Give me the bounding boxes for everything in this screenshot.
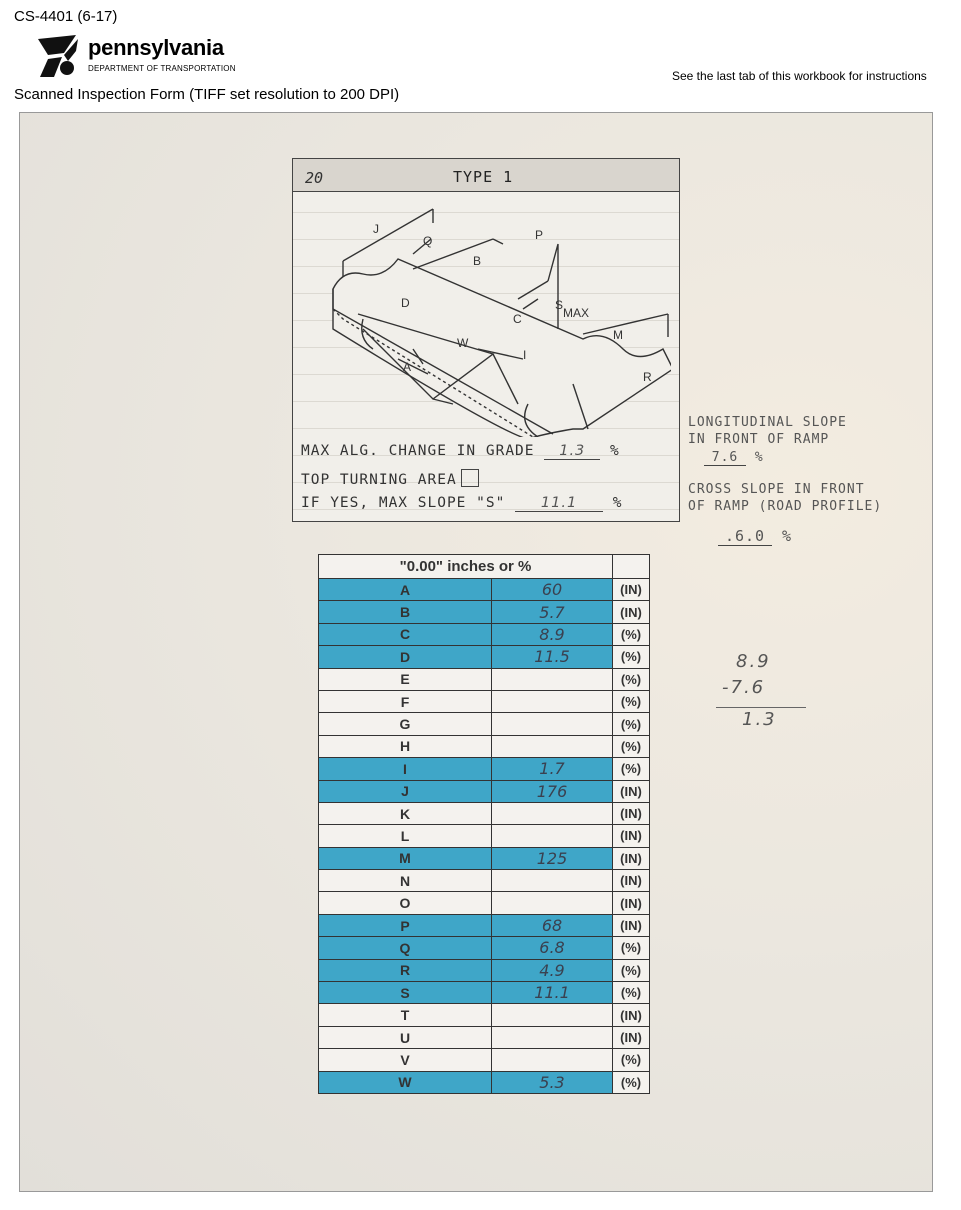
row-value: 11.5 <box>492 646 613 668</box>
form-card-type: TYPE 1 <box>453 168 514 186</box>
row-value: 8.9 <box>492 623 613 645</box>
cross-slope-value: .6.0 <box>718 527 772 546</box>
cross-slope-note-line2: OF RAMP (ROAD PROFILE) <box>688 499 883 514</box>
row-label: H <box>319 735 492 757</box>
row-value <box>492 825 613 847</box>
row-value <box>492 892 613 914</box>
row-label: E <box>319 668 492 690</box>
row-value: 176 <box>492 780 613 802</box>
row-unit: (IN) <box>613 825 650 847</box>
row-unit: (IN) <box>613 914 650 936</box>
row-label: V <box>319 1049 492 1071</box>
table-row <box>319 1004 650 1026</box>
calc-divider <box>716 707 806 708</box>
row-value <box>492 713 613 735</box>
logo-department: DEPARTMENT OF TRANSPORTATION <box>88 64 236 73</box>
diagram-label-r: R <box>643 370 652 384</box>
row-unit: (IN) <box>613 847 650 869</box>
row-value: 125 <box>492 847 613 869</box>
max-grade-value: 1.3 <box>544 443 600 460</box>
row-label: I <box>319 758 492 780</box>
row-value <box>492 1026 613 1048</box>
row-unit: (%) <box>613 758 650 780</box>
row-label: T <box>319 1004 492 1026</box>
diagram-label-max: MAX <box>563 306 590 320</box>
row-unit: (%) <box>613 959 650 981</box>
max-slope-line <box>301 495 623 512</box>
table-header: "0.00" inches or % <box>319 555 613 579</box>
row-label: J <box>319 780 492 802</box>
table-row <box>319 713 650 735</box>
row-unit: (%) <box>613 623 650 645</box>
instructions-note: See the last tab of this workbook for instructions <box>672 69 927 83</box>
diagram-label-m: M <box>613 328 623 342</box>
row-unit: (%) <box>613 982 650 1004</box>
row-label: R <box>319 959 492 981</box>
diagram-label-p: P <box>535 228 544 242</box>
calc-top-value: 8.9 <box>736 651 771 672</box>
turning-area-label: TOP TURNING AREA <box>301 472 457 488</box>
max-grade-line <box>301 443 620 460</box>
row-value <box>492 1004 613 1026</box>
row-label: U <box>319 1026 492 1048</box>
row-label: W <box>319 1071 492 1093</box>
diagram-label-d: D <box>401 296 410 310</box>
table-row <box>319 1026 650 1048</box>
logo-name: pennsylvania <box>88 35 224 60</box>
diagram-label-b: B <box>473 254 482 268</box>
row-label: N <box>319 870 492 892</box>
form-number: CS-4401 (6-17) <box>14 8 118 25</box>
table-header-unit <box>613 555 650 579</box>
row-unit: (%) <box>613 735 650 757</box>
row-value <box>492 802 613 824</box>
row-unit: (%) <box>613 1049 650 1071</box>
row-unit: (IN) <box>613 1004 650 1026</box>
table-row <box>319 982 650 1004</box>
row-value: 5.7 <box>492 601 613 623</box>
row-value: 6.8 <box>492 937 613 959</box>
table-row <box>319 735 650 757</box>
row-label: L <box>319 825 492 847</box>
row-unit: (%) <box>613 646 650 668</box>
table-row <box>319 690 650 712</box>
row-value <box>492 870 613 892</box>
row-label: G <box>319 713 492 735</box>
row-label: F <box>319 690 492 712</box>
row-unit: (IN) <box>613 870 650 892</box>
max-slope-label: IF YES, MAX SLOPE "S" <box>301 495 506 511</box>
row-unit: (%) <box>613 713 650 735</box>
row-unit: (IN) <box>613 780 650 802</box>
cross-slope-unit: % <box>782 527 793 545</box>
table-row <box>319 825 650 847</box>
row-label: S <box>319 982 492 1004</box>
diagram-label-i: I <box>523 348 527 362</box>
row-value <box>492 690 613 712</box>
row-label: Q <box>319 937 492 959</box>
table-row <box>319 959 650 981</box>
longitudinal-note-line2: IN FRONT OF RAMP <box>688 432 830 447</box>
type-form-card <box>292 158 680 522</box>
table-row <box>319 1049 650 1071</box>
diagram-label-c: C <box>513 312 522 326</box>
row-value: 60 <box>492 579 613 601</box>
row-label: M <box>319 847 492 869</box>
max-grade-label: MAX ALG. CHANGE IN GRADE <box>301 443 535 459</box>
row-value <box>492 1049 613 1071</box>
penndot-logo <box>34 33 254 81</box>
table-row <box>319 668 650 690</box>
row-value: 68 <box>492 914 613 936</box>
table-row <box>319 780 650 802</box>
table-row <box>319 646 650 668</box>
diagram-label-s: S <box>555 298 564 312</box>
max-slope-unit: % <box>612 495 623 511</box>
turning-area-line <box>301 469 479 488</box>
row-value: 4.9 <box>492 959 613 981</box>
diagram-label-a: A <box>403 360 412 374</box>
row-value: 1.7 <box>492 758 613 780</box>
row-label: B <box>319 601 492 623</box>
row-label: C <box>319 623 492 645</box>
keystone-logo-icon <box>34 33 80 79</box>
table-row <box>319 758 650 780</box>
row-unit: (IN) <box>613 892 650 914</box>
row-unit: (IN) <box>613 802 650 824</box>
longitudinal-note-line1: LONGITUDINAL SLOPE <box>688 415 847 430</box>
row-unit: (%) <box>613 937 650 959</box>
row-unit: (%) <box>613 1071 650 1093</box>
cross-slope-note-line1: CROSS SLOPE IN FRONT <box>688 482 865 497</box>
turning-area-checkbox <box>461 469 479 487</box>
cross-slope-value-line <box>718 527 792 546</box>
row-label: K <box>319 802 492 824</box>
form-card-number: 20 <box>305 169 324 187</box>
row-label: O <box>319 892 492 914</box>
table-row <box>319 914 650 936</box>
scanned-image <box>19 112 933 1192</box>
diagram-label-j: J <box>373 222 379 236</box>
longitudinal-value: 7.6 <box>704 450 746 466</box>
row-label: D <box>319 646 492 668</box>
max-slope-value: 11.1 <box>515 495 603 512</box>
row-value <box>492 735 613 757</box>
longitudinal-value-line <box>704 450 764 466</box>
scan-title: Scanned Inspection Form (TIFF set resolution to 200 DPI) <box>14 86 400 103</box>
diagram-label-w: W <box>457 336 469 350</box>
table-row <box>319 847 650 869</box>
row-label: P <box>319 914 492 936</box>
row-unit: (%) <box>613 690 650 712</box>
form-card-header <box>293 159 679 192</box>
measurement-table <box>318 554 650 1094</box>
row-unit: (IN) <box>613 1026 650 1048</box>
table-row <box>319 870 650 892</box>
row-value: 11.1 <box>492 982 613 1004</box>
table-row <box>319 579 650 601</box>
table-row <box>319 601 650 623</box>
row-unit: (IN) <box>613 579 650 601</box>
longitudinal-unit: % <box>754 450 764 465</box>
table-row <box>319 937 650 959</box>
diagram-label-q: Q <box>423 234 433 248</box>
table-row <box>319 623 650 645</box>
table-row <box>319 802 650 824</box>
table-row <box>319 892 650 914</box>
row-value: 5.3 <box>492 1071 613 1093</box>
handwritten-calculation <box>708 651 818 741</box>
curb-ramp-diagram <box>303 199 671 437</box>
calc-result-value: 1.3 <box>742 709 777 730</box>
max-grade-unit: % <box>609 443 620 459</box>
row-unit: (%) <box>613 668 650 690</box>
calc-subtract-value: -7.6 <box>722 677 766 698</box>
row-label: A <box>319 579 492 601</box>
row-unit: (IN) <box>613 601 650 623</box>
row-value <box>492 668 613 690</box>
table-row <box>319 1071 650 1093</box>
